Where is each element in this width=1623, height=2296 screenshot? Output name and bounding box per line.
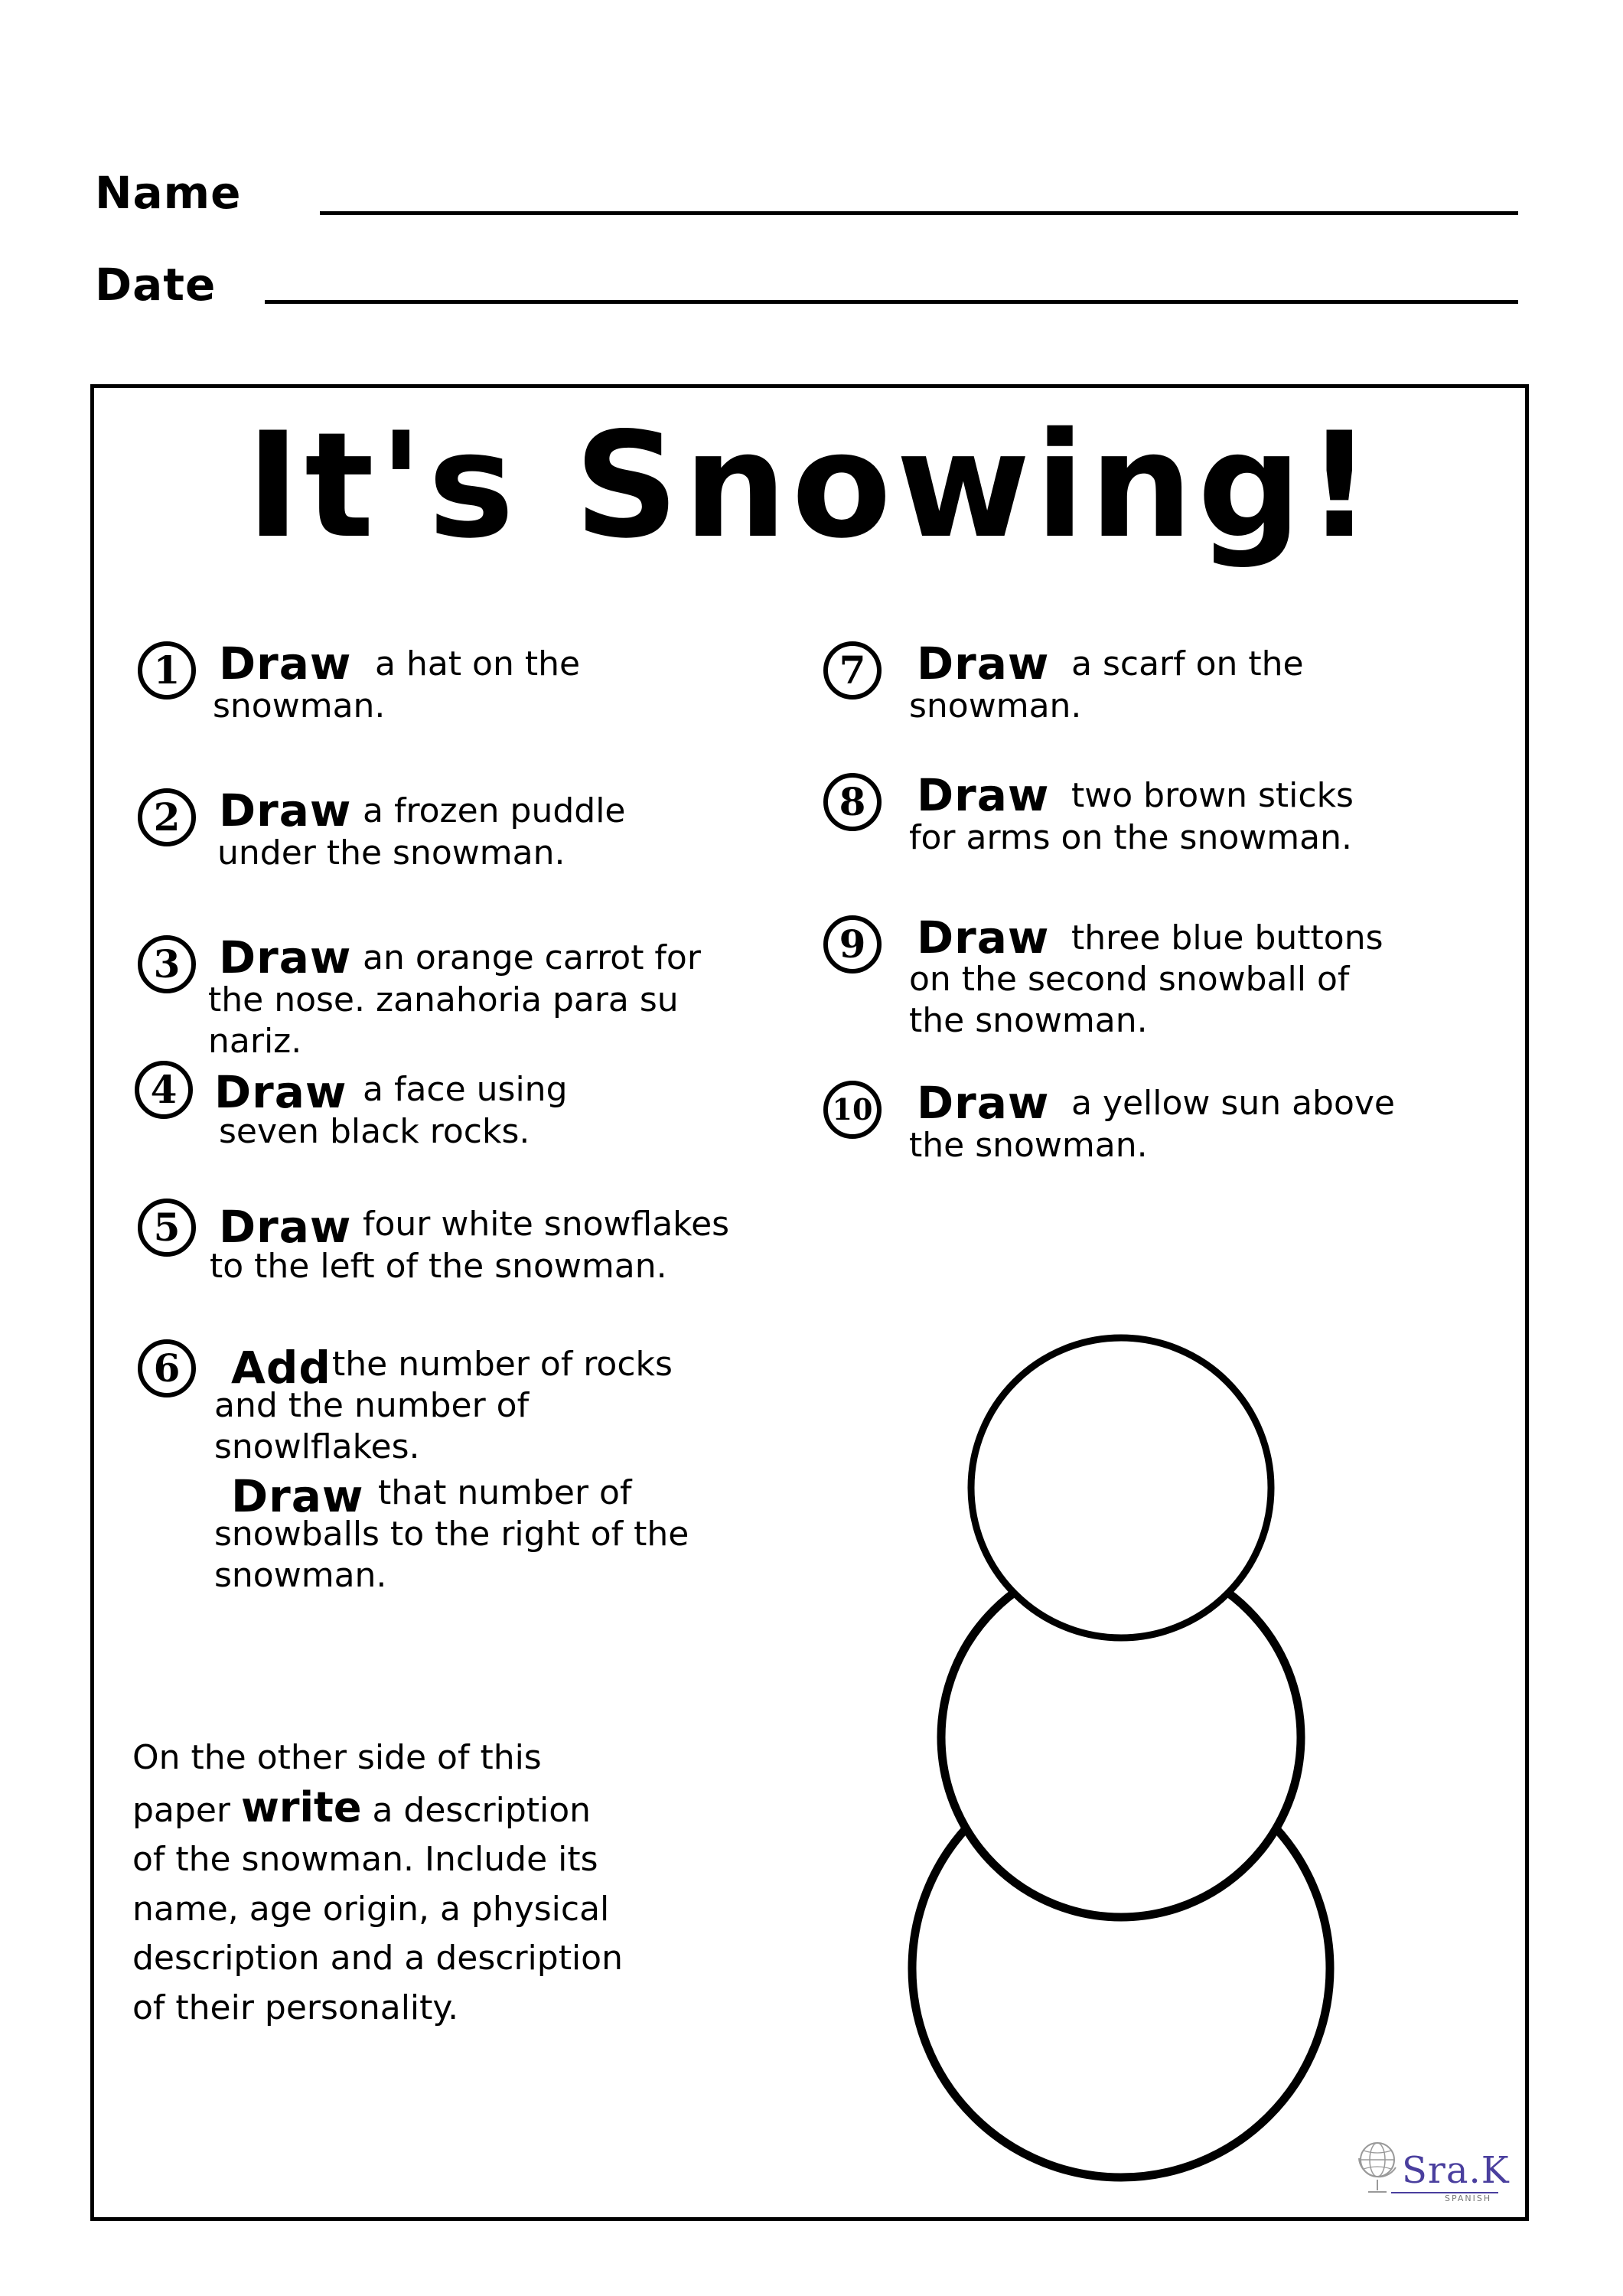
step-number-2: 2	[138, 788, 196, 846]
name-label: Name	[95, 167, 242, 219]
sra-k-logo	[1354, 2135, 1515, 2212]
logo-underline	[1391, 2192, 1498, 2193]
worksheet-title: It's Snowing!	[246, 401, 1377, 570]
step-text-3c: nariz.	[208, 1022, 302, 1061]
step-text-2b: under the snowman.	[217, 833, 565, 872]
writing-task-line-6: of their personality.	[132, 1988, 459, 2027]
step-text-1b: snowman.	[213, 687, 386, 726]
step-verb-10: Draw	[917, 1077, 1050, 1129]
logo-text: Sra.K	[1402, 2149, 1510, 2192]
step-text-2a: a frozen puddle	[363, 791, 626, 830]
step-text-6b: and the number of	[214, 1386, 530, 1425]
writing-task-line-1: On the other side of this	[132, 1738, 542, 1777]
step-text-1a: a hat on the	[375, 644, 581, 683]
write-verb: write	[240, 1782, 362, 1831]
globe-icon	[1354, 2135, 1400, 2204]
logo-subtext: SPANISH	[1445, 2193, 1492, 2203]
step-text-10b: the snowman.	[909, 1126, 1148, 1165]
step-text-6e: snowballs to the right of the	[214, 1515, 689, 1554]
step-verb-6: Add	[231, 1342, 331, 1394]
step-text-6f: snowman.	[214, 1556, 387, 1595]
step-verb-9: Draw	[917, 912, 1050, 964]
step-text-5b: to the left of the snowman.	[210, 1247, 667, 1286]
step-text-5a: four white snowflakes	[363, 1205, 730, 1244]
step-text-4b: seven black rocks.	[219, 1112, 530, 1151]
step-number-9: 9	[823, 915, 882, 974]
date-label: Date	[95, 259, 217, 311]
step-text-6a: the number of rocks	[332, 1345, 673, 1384]
step-text-7a: a scarf on the	[1071, 644, 1304, 683]
writing-task-line-3: of the snowman. Include its	[132, 1840, 598, 1879]
step-number-10: 10	[823, 1081, 882, 1139]
step-text-9a: three blue buttons	[1071, 918, 1383, 957]
step-number-8: 8	[823, 773, 882, 831]
writing-task-line-5: description and a description	[132, 1939, 623, 1978]
step-text-6d: that number of	[378, 1473, 632, 1512]
step-number-7: 7	[823, 641, 882, 700]
writing-task-line-2: paper write a description	[132, 1782, 592, 1831]
step-number-3: 3	[138, 935, 196, 993]
step-text-3a: an orange carrot for	[363, 938, 701, 977]
step-number-6: 6	[138, 1339, 196, 1397]
step-text-8b: for arms on the snowman.	[909, 818, 1352, 857]
step-verb-1: Draw	[219, 638, 352, 690]
step-verb-4: Draw	[214, 1066, 347, 1118]
step-verb-3: Draw	[219, 931, 352, 983]
step-text-8a: two brown sticks	[1071, 776, 1354, 815]
step-text-9b: on the second snowball of	[909, 960, 1350, 999]
step-text-7b: snowman.	[909, 687, 1082, 726]
step-text-3b: the nose. zanahoria para su	[208, 980, 679, 1019]
step-verb-2: Draw	[219, 784, 352, 837]
writing-task-line-4: name, age origin, a physical	[132, 1889, 610, 1929]
step-verb-8: Draw	[917, 769, 1050, 821]
step-text-6c: snowlflakes.	[214, 1427, 420, 1466]
step-number-1: 1	[138, 641, 196, 700]
step-verb-7: Draw	[917, 638, 1050, 690]
step-text-4a: a face using	[363, 1070, 568, 1109]
step-number-5: 5	[138, 1199, 196, 1257]
step-text-9c: the snowman.	[909, 1001, 1148, 1040]
step-verb-6b: Draw	[231, 1470, 364, 1522]
step-verb-5: Draw	[219, 1201, 352, 1253]
snowman-head[interactable]	[971, 1338, 1271, 1638]
step-text-10a: a yellow sun above	[1071, 1084, 1396, 1123]
step-number-4: 4	[135, 1061, 193, 1119]
